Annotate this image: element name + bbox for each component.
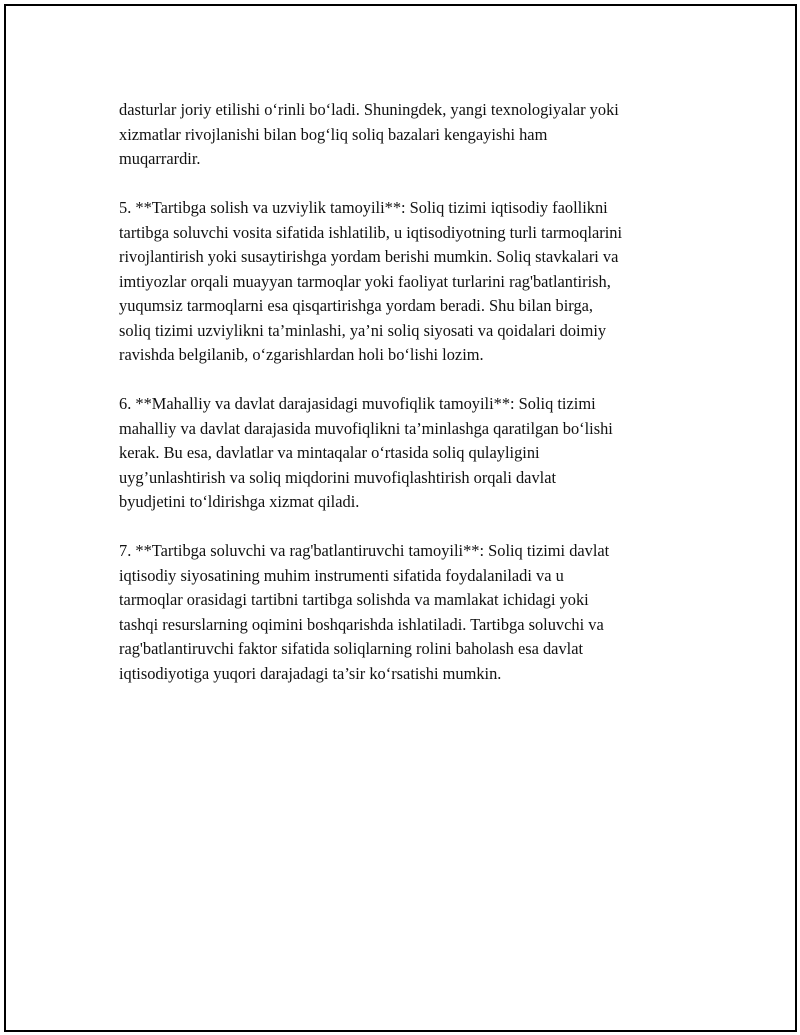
text-line: kerak. Bu esa, davlatlar va mintaqalar o‘rtasida soliq qulayligini bbox=[119, 443, 540, 462]
text-line: yuqumsiz tarmoqlarni esa qisqartirishga yordam beradi. Shu bilan birga, bbox=[119, 296, 594, 315]
text-line: xizmatlar rivojlanishi bilan bog‘liq soliq bazalari kengayishi ham bbox=[119, 124, 548, 144]
document-body bbox=[119, 98, 699, 711]
text-line: 7. **Tartibga soluvchi va rag'batlantiruvchi tamoyili**: Soliq tizimi davlat bbox=[119, 541, 610, 560]
text-line: tartibga soluvchi vosita sifatida ishlatilib, u iqtisodiyotning turli tarmoqlarini bbox=[119, 222, 623, 242]
paragraph-intro-continuation bbox=[119, 98, 699, 172]
text-line: iqtisodiyotiga yuqori darajadagi ta’sir ko‘rsatishi mumkin. bbox=[119, 663, 502, 683]
paragraph-principle-5 bbox=[119, 196, 699, 368]
page-frame bbox=[4, 4, 797, 1032]
text-line: rivojlantirish yoki susaytirishga yordam berishi mumkin. Soliq stavkalari va bbox=[119, 247, 619, 266]
text-line: dasturlar joriy etilishi o‘rinli bo‘ladi. Shuningdek, yangi texnologiyalar yoki bbox=[119, 100, 619, 119]
text-line: tashqi resurslarning oqimini boshqarishda ishlatiladi. Tartibga soluvchi va bbox=[119, 614, 604, 634]
text-line: uyg’unlashtirish va soliq miqdorini muvofiqlashtirish orqali davlat bbox=[119, 467, 557, 487]
text-line: tarmoqlar orasidagi tartibni tartibga solishda va mamlakat ichidagi yoki bbox=[119, 590, 589, 609]
text-line: 6. **Mahalliy va davlat darajasidagi muvofiqlik tamoyili**: Soliq tizimi bbox=[119, 394, 596, 413]
text-line: rag'batlantiruvchi faktor sifatida soliqlarning rolini baholash esa davlat bbox=[119, 639, 584, 658]
paragraph-principle-6 bbox=[119, 392, 699, 515]
paragraph-principle-7 bbox=[119, 539, 699, 686]
text-line: imtiyozlar orqali muayyan tarmoqlar yoki faoliyat turlarini rag'batlantirish, bbox=[119, 271, 611, 291]
text-line: mahalliy va davlat darajasida muvofiqlikni ta’minlashga qaratilgan bo‘lishi bbox=[119, 418, 613, 438]
text-line: iqtisodiy siyosatining muhim instrumenti sifatida foydalaniladi va u bbox=[119, 565, 564, 585]
text-line: muqarrardir. bbox=[119, 149, 201, 168]
text-line: soliq tizimi uzviylikni ta’minlashi, ya’ni soliq siyosati va qoidalari doimiy bbox=[119, 320, 607, 340]
text-line: byudjetini to‘ldirishga xizmat qiladi. bbox=[119, 492, 360, 511]
text-line: ravishda belgilanib, o‘zgarishlardan holi bo‘lishi lozim. bbox=[119, 345, 484, 364]
text-line: 5. **Tartibga solish va uzviylik tamoyili**: Soliq tizimi iqtisodiy faollikni bbox=[119, 198, 608, 217]
